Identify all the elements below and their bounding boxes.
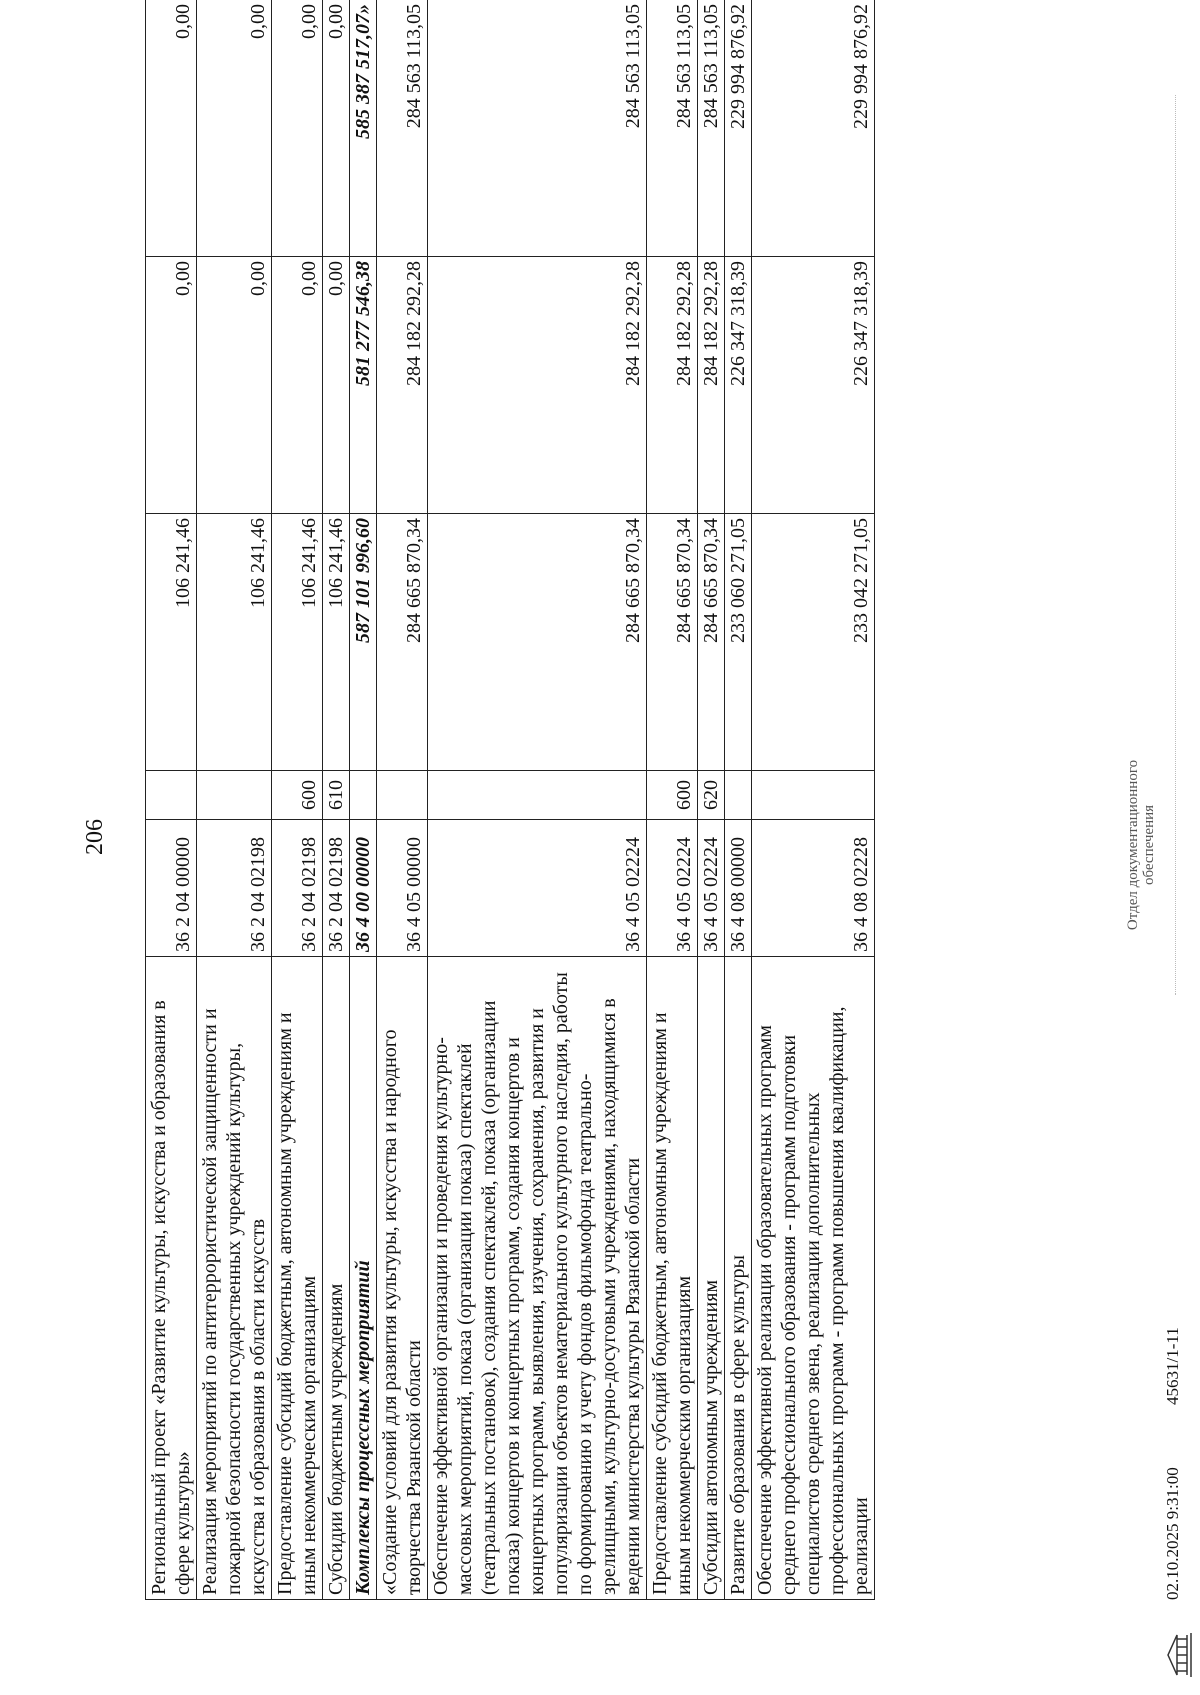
table-row [323,0,350,1600]
table-row [146,0,197,1600]
table-row [647,0,698,1600]
row-sum-3: 0,00 [197,0,272,257]
row-code: 36 4 08 02228 [752,820,875,957]
row-sum-1: 233 060 271,05 [725,514,752,771]
stamp-line-2: обеспечения [1141,804,1157,886]
row-vr: 600 [647,771,698,820]
row-sum-3: 284 563 113,05 [698,0,725,257]
row-code: 36 2 04 02198 [197,820,272,957]
row-sum-1: 106 241,46 [323,514,350,771]
row-sum-2: 226 347 318,39 [752,257,875,514]
table-row [272,0,323,1600]
department-stamp [1125,685,1157,1005]
row-code: 36 4 00 00000 [350,820,377,957]
budget-table [145,0,875,1600]
row-sum-2: 581 277 546,38 [350,257,377,514]
table-row [725,0,752,1600]
row-sum-2: 0,00 [272,257,323,514]
row-sum-2: 284 182 292,28 [428,257,647,514]
row-sum-2: 284 182 292,28 [377,257,428,514]
table-row [428,0,647,1600]
row-code: 36 2 04 02198 [323,820,350,957]
row-code: 36 4 05 02224 [647,820,698,957]
row-vr [377,771,428,820]
row-code: 36 4 05 02224 [428,820,647,957]
row-sum-1: 106 241,46 [146,514,197,771]
stamp-line-1: Отдел документационного [1125,759,1141,931]
row-vr [146,771,197,820]
row-vr [725,771,752,820]
row-sum-3: 0,00 [323,0,350,257]
row-code: 36 4 08 00000 [725,820,752,957]
row-code: 36 2 04 00000 [146,820,197,957]
row-name: Региональный проект «Развитие культуры, искусства и образования в сфере культуры» [146,957,197,1600]
footer-doc-id: 45631/1-11 [1163,1327,1182,1405]
row-sum-2: 284 182 292,28 [647,257,698,514]
row-sum-3: 0,00 [272,0,323,257]
row-vr [752,771,875,820]
row-sum-1: 587 101 996,60 [350,514,377,771]
row-sum-2: 0,00 [146,257,197,514]
row-name: Обеспечение эффективной реализации образовательных программ среднего профессионального образования - программ подготовки специалистов среднего звена, реализации дополнительных профессиональных программ - программ повышения квалификации, реализации [752,957,875,1600]
table-row [698,0,725,1600]
row-sum-1: 233 042 271,05 [752,514,875,771]
row-sum-1: 106 241,46 [272,514,323,771]
footer-date: 02.10.2025 9:31:00 [1163,1467,1182,1600]
row-vr [350,771,377,820]
row-sum-3: 284 563 113,05 [428,0,647,257]
row-vr [197,771,272,820]
row-name: Реализация мероприятий по антитеррористической защищенности и пожарной безопасности государственных учреждений культуры, искусства и образования в области искусств [197,957,272,1600]
row-vr: 610 [323,771,350,820]
row-sum-1: 284 665 870,34 [428,514,647,771]
row-sum-1: 106 241,46 [197,514,272,771]
row-name: Предоставление субсидий бюджетным, автономным учреждениям и иным некоммерческим организациям [647,957,698,1600]
row-sum-1: 284 665 870,34 [698,514,725,771]
logo-icon [1165,1625,1195,1685]
row-name: Комплексы процессных мероприятий [350,957,377,1600]
table-row-section [350,0,377,1600]
row-name: Субсидии автономным учреждениям [698,957,725,1600]
row-sum-3: 284 563 113,05 [647,0,698,257]
table-row [752,0,875,1600]
page-number: 206 [82,819,108,855]
table-row [377,0,428,1600]
scan-divider [1175,95,1176,995]
row-sum-2: 284 182 292,28 [698,257,725,514]
row-sum-1: 284 665 870,34 [647,514,698,771]
row-name: Субсидии бюджетным учреждениям [323,957,350,1600]
row-sum-2: 0,00 [197,257,272,514]
row-sum-2: 226 347 318,39 [725,257,752,514]
row-name: Предоставление субсидий бюджетным, автономным учреждениям и иным некоммерческим организациям [272,957,323,1600]
row-name: Обеспечение эффективной организации и проведения культурно-массовых мероприятий, показа (организации показа) спектаклей (театральных постановок), создания спектаклей, показа (организации показа) концертов и концертных программ, создания концертов и концертных программ, выявления, изучения, сохранения, развития и популяризации объектов нематериального культурного наследия, работы по формированию и учету фондов фильмофонда театрально-зрелищными, культурно-досуговыми учреждениями, находящимися в ведении министерства культуры Рязанской области [428,957,647,1600]
row-sum-3: 0,00 [146,0,197,257]
table-row [197,0,272,1600]
row-vr [428,771,647,820]
row-sum-3: 585 387 517,07» [350,0,377,257]
row-name: «Создание условий для развития культуры, искусства и народного творчества Рязанской области [377,957,428,1600]
row-vr: 600 [272,771,323,820]
row-sum-2: 0,00 [323,257,350,514]
row-sum-3: 229 994 876,92 [725,0,752,257]
row-name: Развитие образования в сфере культуры [725,957,752,1600]
row-vr: 620 [698,771,725,820]
row-code: 36 2 04 02198 [272,820,323,957]
row-sum-3: 229 994 876,92 [752,0,875,257]
row-code: 36 4 05 02224 [698,820,725,957]
row-sum-3: 284 563 113,05 [377,0,428,257]
row-code: 36 4 05 00000 [377,820,428,957]
row-sum-1: 284 665 870,34 [377,514,428,771]
